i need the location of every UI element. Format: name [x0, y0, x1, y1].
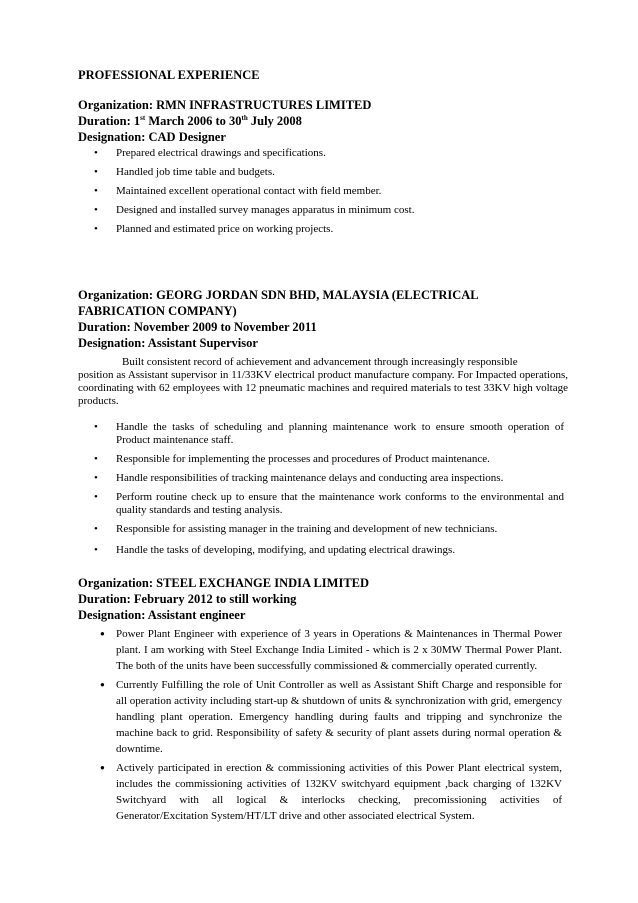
job-3-designation: Designation: Assistant engineer: [78, 608, 246, 622]
list-item: • Responsible for implementing the processes and procedures of Product maintenance.: [94, 453, 564, 466]
list-item: • Responsible for assisting manager in the training and development of new technicians.: [94, 523, 564, 536]
list-item: ● Currently Fulfilling the role of Unit Controller as well as Assistant Shift Charge and responsible for all operation activity including start-up & shutdown of units & synchronization with grid, emergency handling plant operation. Emergency handling during faults and tripping and synchronize the machine back to grid. Responsibility of safety & security of plant assets during normal operation & downtime.: [100, 677, 562, 757]
list-item: ● Power Plant Engineer with experience of 3 years in Operations & Maintenances in Thermal Power plant. I am working with Steel Exchange India Limited - which is 2 x 30MW Thermal Power Plant. The both of the units have been successfully commissioned & commercially operated currently.: [100, 626, 562, 674]
job-2-designation: Designation: Assistant Supervisor: [78, 336, 258, 350]
job-3-duties-list: [100, 626, 562, 824]
job-1-header: [78, 97, 371, 145]
job-2-organization-cont: FABRICATION COMPANY): [78, 304, 237, 318]
list-item: • Designed and installed survey manages apparatus in minimum cost.: [94, 204, 414, 217]
list-item: • Handle the tasks of scheduling and planning maintenance work to ensure smooth operation of Product maintenance staff.: [94, 421, 564, 447]
job-2-summary-paragraph: [78, 356, 568, 408]
job-2-organization: Organization: GEORG JORDAN SDN BHD, MALAYSIA (ELECTRICAL: [78, 288, 479, 302]
job-3-duration: Duration: February 2012 to still working: [78, 592, 297, 606]
list-item: ● Actively participated in erection & commissioning activities of this Power Plant electrical system, includes the commissioning activities of 132KV switchyard equipment ,back charging of 132KV Switchyard with all logical & interlocks checking, precomissioning activities of Generator/Excitation System/HT/LT drive and other associated electrical System.: [100, 760, 562, 824]
job-3-header: [78, 575, 369, 623]
paragraph-first-line: Built consistent record of achievement and advancement through increasingly responsible: [122, 356, 518, 368]
list-item: • Maintained excellent operational contact with field member.: [94, 185, 414, 198]
job-2-header: [78, 287, 479, 351]
section-title: PROFESSIONAL EXPERIENCE: [78, 68, 260, 82]
job-2-duties-list: [94, 421, 564, 557]
job-1-organization: Organization: RMN INFRASTRUCTURES LIMITED: [78, 98, 372, 112]
list-item: • Handle the tasks of developing, modifying, and updating electrical drawings.: [94, 544, 564, 557]
list-item: • Prepared electrical drawings and specifications.: [94, 147, 414, 160]
list-item: • Handle responsibilities of tracking maintenance delays and conducting area inspections.: [94, 472, 564, 485]
job-1-designation: Designation: CAD Designer: [78, 130, 226, 144]
job-1-duration: Duration: 1st March 2006 to 30th July 2008: [78, 113, 302, 128]
paragraph-rest: position as Assistant supervisor in 11/33KV electrical product manufacture company. For Impacted operations, coordinating with 62 employees with 12 pneumatic machines and required materials to test 33KV high voltage products.: [78, 369, 568, 407]
job-1-duties-list: [94, 147, 414, 236]
list-item: • Planned and estimated price on working projects.: [94, 223, 414, 236]
list-item: • Handled job time table and budgets.: [94, 166, 414, 179]
job-3-organization: Organization: STEEL EXCHANGE INDIA LIMITED: [78, 576, 370, 590]
list-item: • Perform routine check up to ensure that the maintenance work conforms to the environmental and quality standards and testing analysis.: [94, 491, 564, 517]
job-2-duration: Duration: November 2009 to November 2011: [78, 320, 317, 334]
